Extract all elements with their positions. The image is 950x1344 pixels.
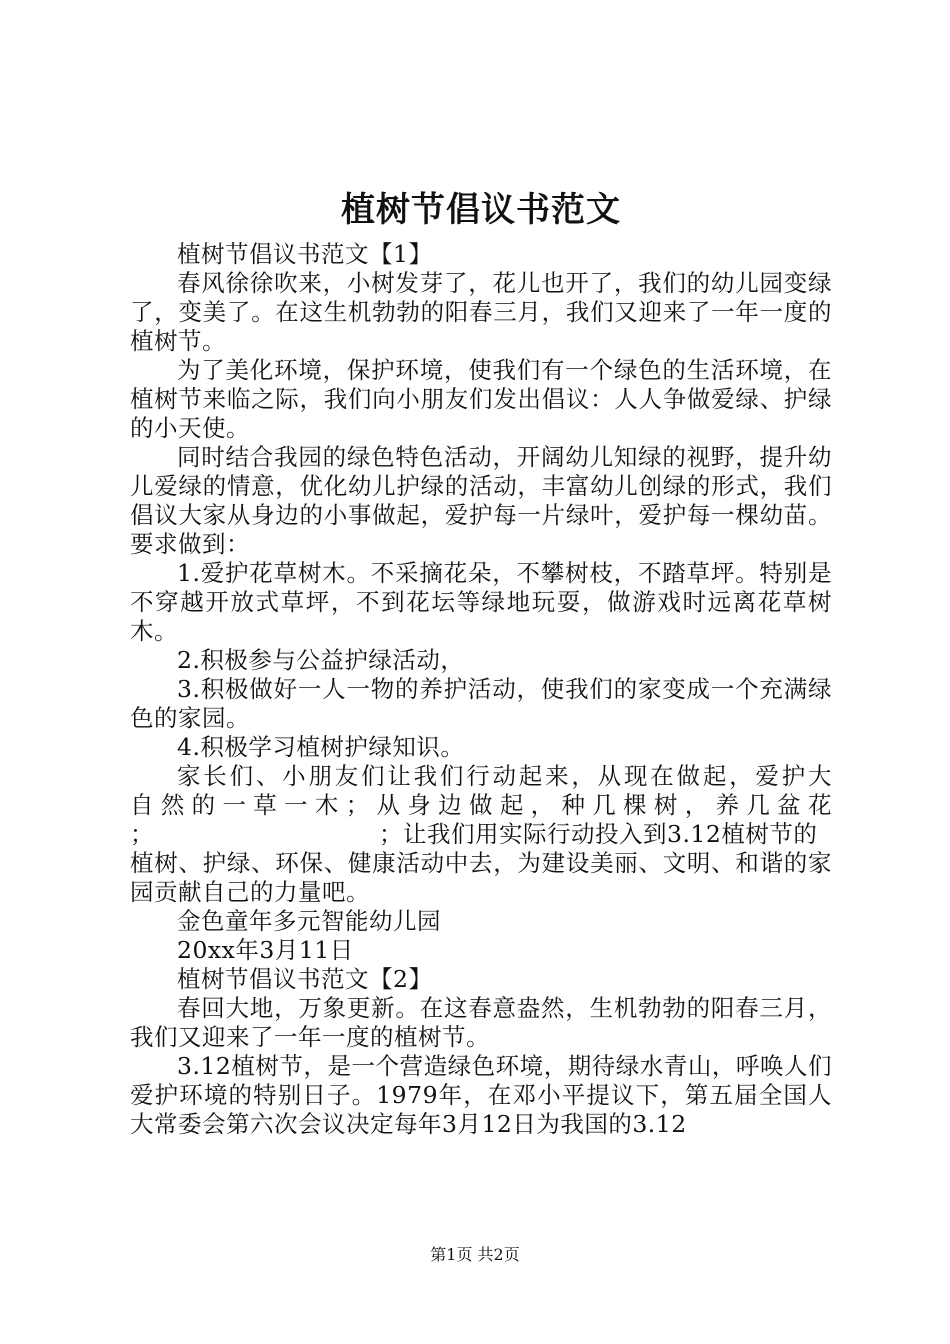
call-line3-start: ；: [130, 820, 154, 848]
document-body: [130, 240, 832, 1139]
list-item-1: 1.爱护花草树木。不采摘花朵，不攀树枝，不踏草坪。特别是不穿越开放式草坪，不到花坛等绿地玩耍，做游戏时远离花草树木。: [130, 559, 832, 645]
call-line3-end: ；让我们用实际行动投入到3.12植树节的: [379, 820, 818, 848]
call-to-action-line-2: 自然的一草一木；从身边做起，种几棵树，养几盆花: [130, 791, 832, 819]
call-to-action-line-3: [130, 820, 832, 849]
paragraph-spring: 春回大地，万象更新。在这春意盎然，生机勃勃的阳春三月，我们又迎来了一年一度的植树节。: [130, 994, 832, 1051]
section-heading-2: 植树节倡议书范文【2】: [177, 965, 433, 993]
document-page: [130, 180, 832, 1139]
signature: 金色童年多元智能幼儿园: [177, 907, 441, 935]
paragraph-history: 3.12植树节，是一个营造绿色环境，期待绿水青山，呼唤人们爱护环境的特别日子。1979年，在邓小平提议下，第五届全国人大常委会第六次会议决定每年3月12日为我国的3.12: [130, 1052, 832, 1138]
document-title: 植树节倡议书范文: [341, 190, 621, 230]
page-footer: 第1页 共2页: [430, 1245, 520, 1264]
date: 20xx年3月11日: [177, 936, 354, 964]
paragraph-intro: 春风徐徐吹来，小树发芽了，花儿也开了，我们的幼儿园变绿了，变美了。在这生机勃勃的阳春三月，我们又迎来了一年一度的植树节。: [130, 269, 832, 355]
list-item-2: 2.积极参与公益护绿活动，: [177, 646, 465, 674]
paragraph-activities: 同时结合我园的绿色特色活动，开阔幼儿知绿的视野，提升幼儿爱绿的情意，优化幼儿护绿的活动，丰富幼儿创绿的形式，我们倡议大家从身边的小事做起，爱护每一片绿叶，爱护每一棵幼苗。要求做到：: [130, 443, 832, 558]
call-to-action-rest: 植树、护绿、环保、健康活动中去，为建设美丽、文明、和谐的家园贡献自己的力量吧。: [130, 849, 832, 906]
list-item-3: 3.积极做好一人一物的养护活动，使我们的家变成一个充满绿色的家园。: [130, 675, 832, 732]
section-heading-1: 植树节倡议书范文【1】: [177, 240, 433, 268]
paragraph-purpose: 为了美化环境，保护环境，使我们有一个绿色的生活环境，在植树节来临之际，我们向小朋友们发出倡议：人人争做爱绿、护绿的小天使。: [130, 356, 832, 442]
list-item-4: 4.积极学习植树护绿知识。: [177, 733, 465, 761]
call-to-action-line-1: 家长们、小朋友们让我们行动起来，从现在做起，爱护大: [177, 762, 832, 790]
